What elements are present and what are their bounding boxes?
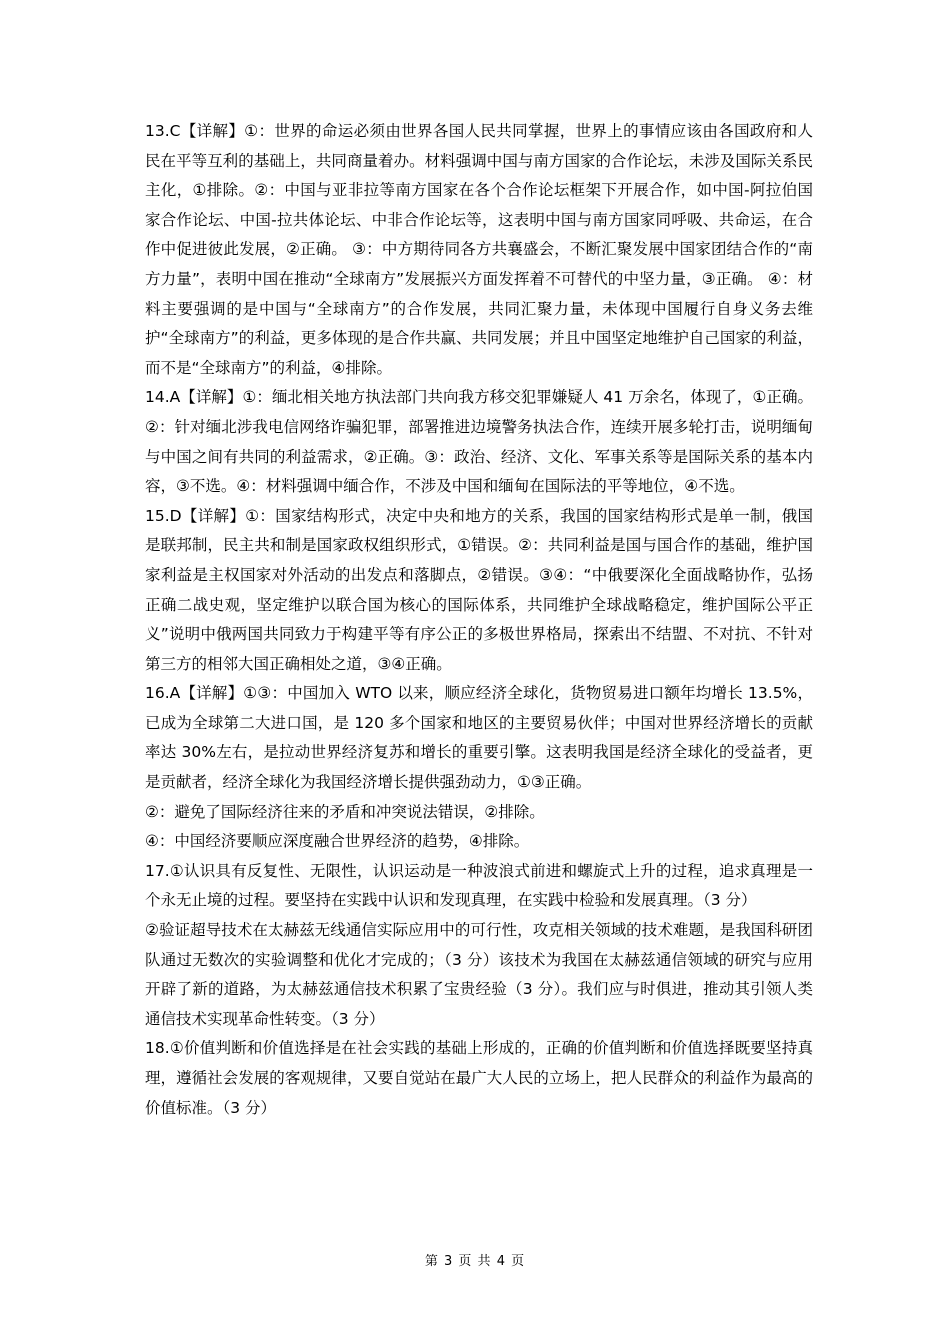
answer-16-option-4: ④：中国经济要顺应深度融合世界经济的趋势，④排除。 (145, 832, 530, 851)
answer-16-option-2: ②：避免了国际经济往来的矛盾和冲突说法错误，②排除。 (145, 802, 545, 821)
answer-15: 15.D【详解】①：国家结构形式，决定中央和地方的关系，我国的国家结构形式是单一制，俄国是联邦制，民主共和制是国家政权组织形式，①错误。②：共同利益是国与国合作的基础，维护国家利益是主权国家对外活动的出发点和落脚点，②错误。③④：“中俄要深化全面战略协作，弘扬正确二战史观，坚定维护以联合国为核心的国际体系，共同维护全球战略稳定，维护国际公平正义”说明中俄两国共同致力于构建平等有序公正的多极世界格局，探索出不结盟、不对抗、不针对第三方的相邻大国正确相处之道，③④正确。 (145, 506, 813, 673)
answer-17-part-2: ②验证超导技术在太赫兹无线通信实际应用中的可行性，攻克相关领域的技术难题，是我国科研团队通过无数次的实验调整和优化才完成的；（3 分）该技术为我国在太赫兹通信领域的研究与应用开辟了新的道路，为太赫兹通信技术积累了宝贵经验（3 分）。我们应与时俱进，推动其引领人类通信技术实现革命性转变。（3 分） (145, 921, 813, 1028)
answer-content (145, 117, 813, 1123)
answer-14: 14.A【详解】①：缅北相关地方执法部门共向我方移交犯罪嫌疑人 41 万余名，体现了，①正确。②：针对缅北涉我电信网络诈骗犯罪，部署推进边境警务执法合作，连续开展多轮打击，说明缅甸与中国之间有共同的利益需求，②正确。③：政治、经济、文化、军事关系等是国际关系的基本内容，③不选。④：材料强调中缅合作，不涉及中国和缅甸在国际法的平等地位，④不选。 (145, 388, 813, 496)
answer-16: 16.A【详解】①③：中国加入 WTO 以来，顺应经济全球化，货物贸易进口额年均增长 13.5%，已成为全球第二大进口国，是 120 多个国家和地区的主要贸易伙伴；中国对世界经济增长的贡献率达 30%左右，是拉动世界经济复苏和增长的重要引擎。这表明我国是经济全球化的受益者，更是贡献者，经济全球化为我国经济增长提供强劲动力，①③正确。 (145, 684, 813, 792)
answer-18-part-1: 18.①价值判断和价值选择是在社会实践的基础上形成的，正确的价值判断和价值选择既要坚持真理，遵循社会发展的客观规律，又要自觉站在最广大人民的立场上，把人民群众的利益作为最高的价值标准。（3 分） (145, 1039, 813, 1117)
answer-13: 13.C【详解】①：世界的命运必须由世界各国人民共同掌握，世界上的事情应该由各国政府和人民在平等互利的基础上，共同商量着办。材料强调中国与南方国家的合作论坛，未涉及国际关系民主化，①排除。②：中国与亚非拉等南方国家在各个合作论坛框架下开展合作，如中国-阿拉伯国家合作论坛、中国-拉共体论坛、中非合作论坛等，这表明中国与南方国家同呼吸、共命运，在合作中促进彼此发展，②正确。 ③：中方期待同各方共襄盛会，不断汇聚发展中国家团结合作的“南方力量”，表明中国在推动“全球南方”发展振兴方面发挥着不可替代的中坚力量，③正确。 ④：材料主要强调的是中国与“全球南方”的合作发展，共同汇聚力量，未体现中国履行自身义务去维护“全球南方”的利益，更多体现的是合作共赢、共同发展；并且中国坚定地维护自己国家的利益，而不是“全球南方”的利益，④排除。 (145, 122, 813, 377)
page-number-footer: 第 3 页 共 4 页 (424, 1254, 526, 1269)
answer-17-part-1: 17.①认识具有反复性、无限性，认识运动是一种波浪式前进和螺旋式上升的过程，追求真理是一个永无止境的过程。要坚持在实践中认识和发现真理，在实践中检验和发展真理。（3 分） (145, 861, 813, 910)
